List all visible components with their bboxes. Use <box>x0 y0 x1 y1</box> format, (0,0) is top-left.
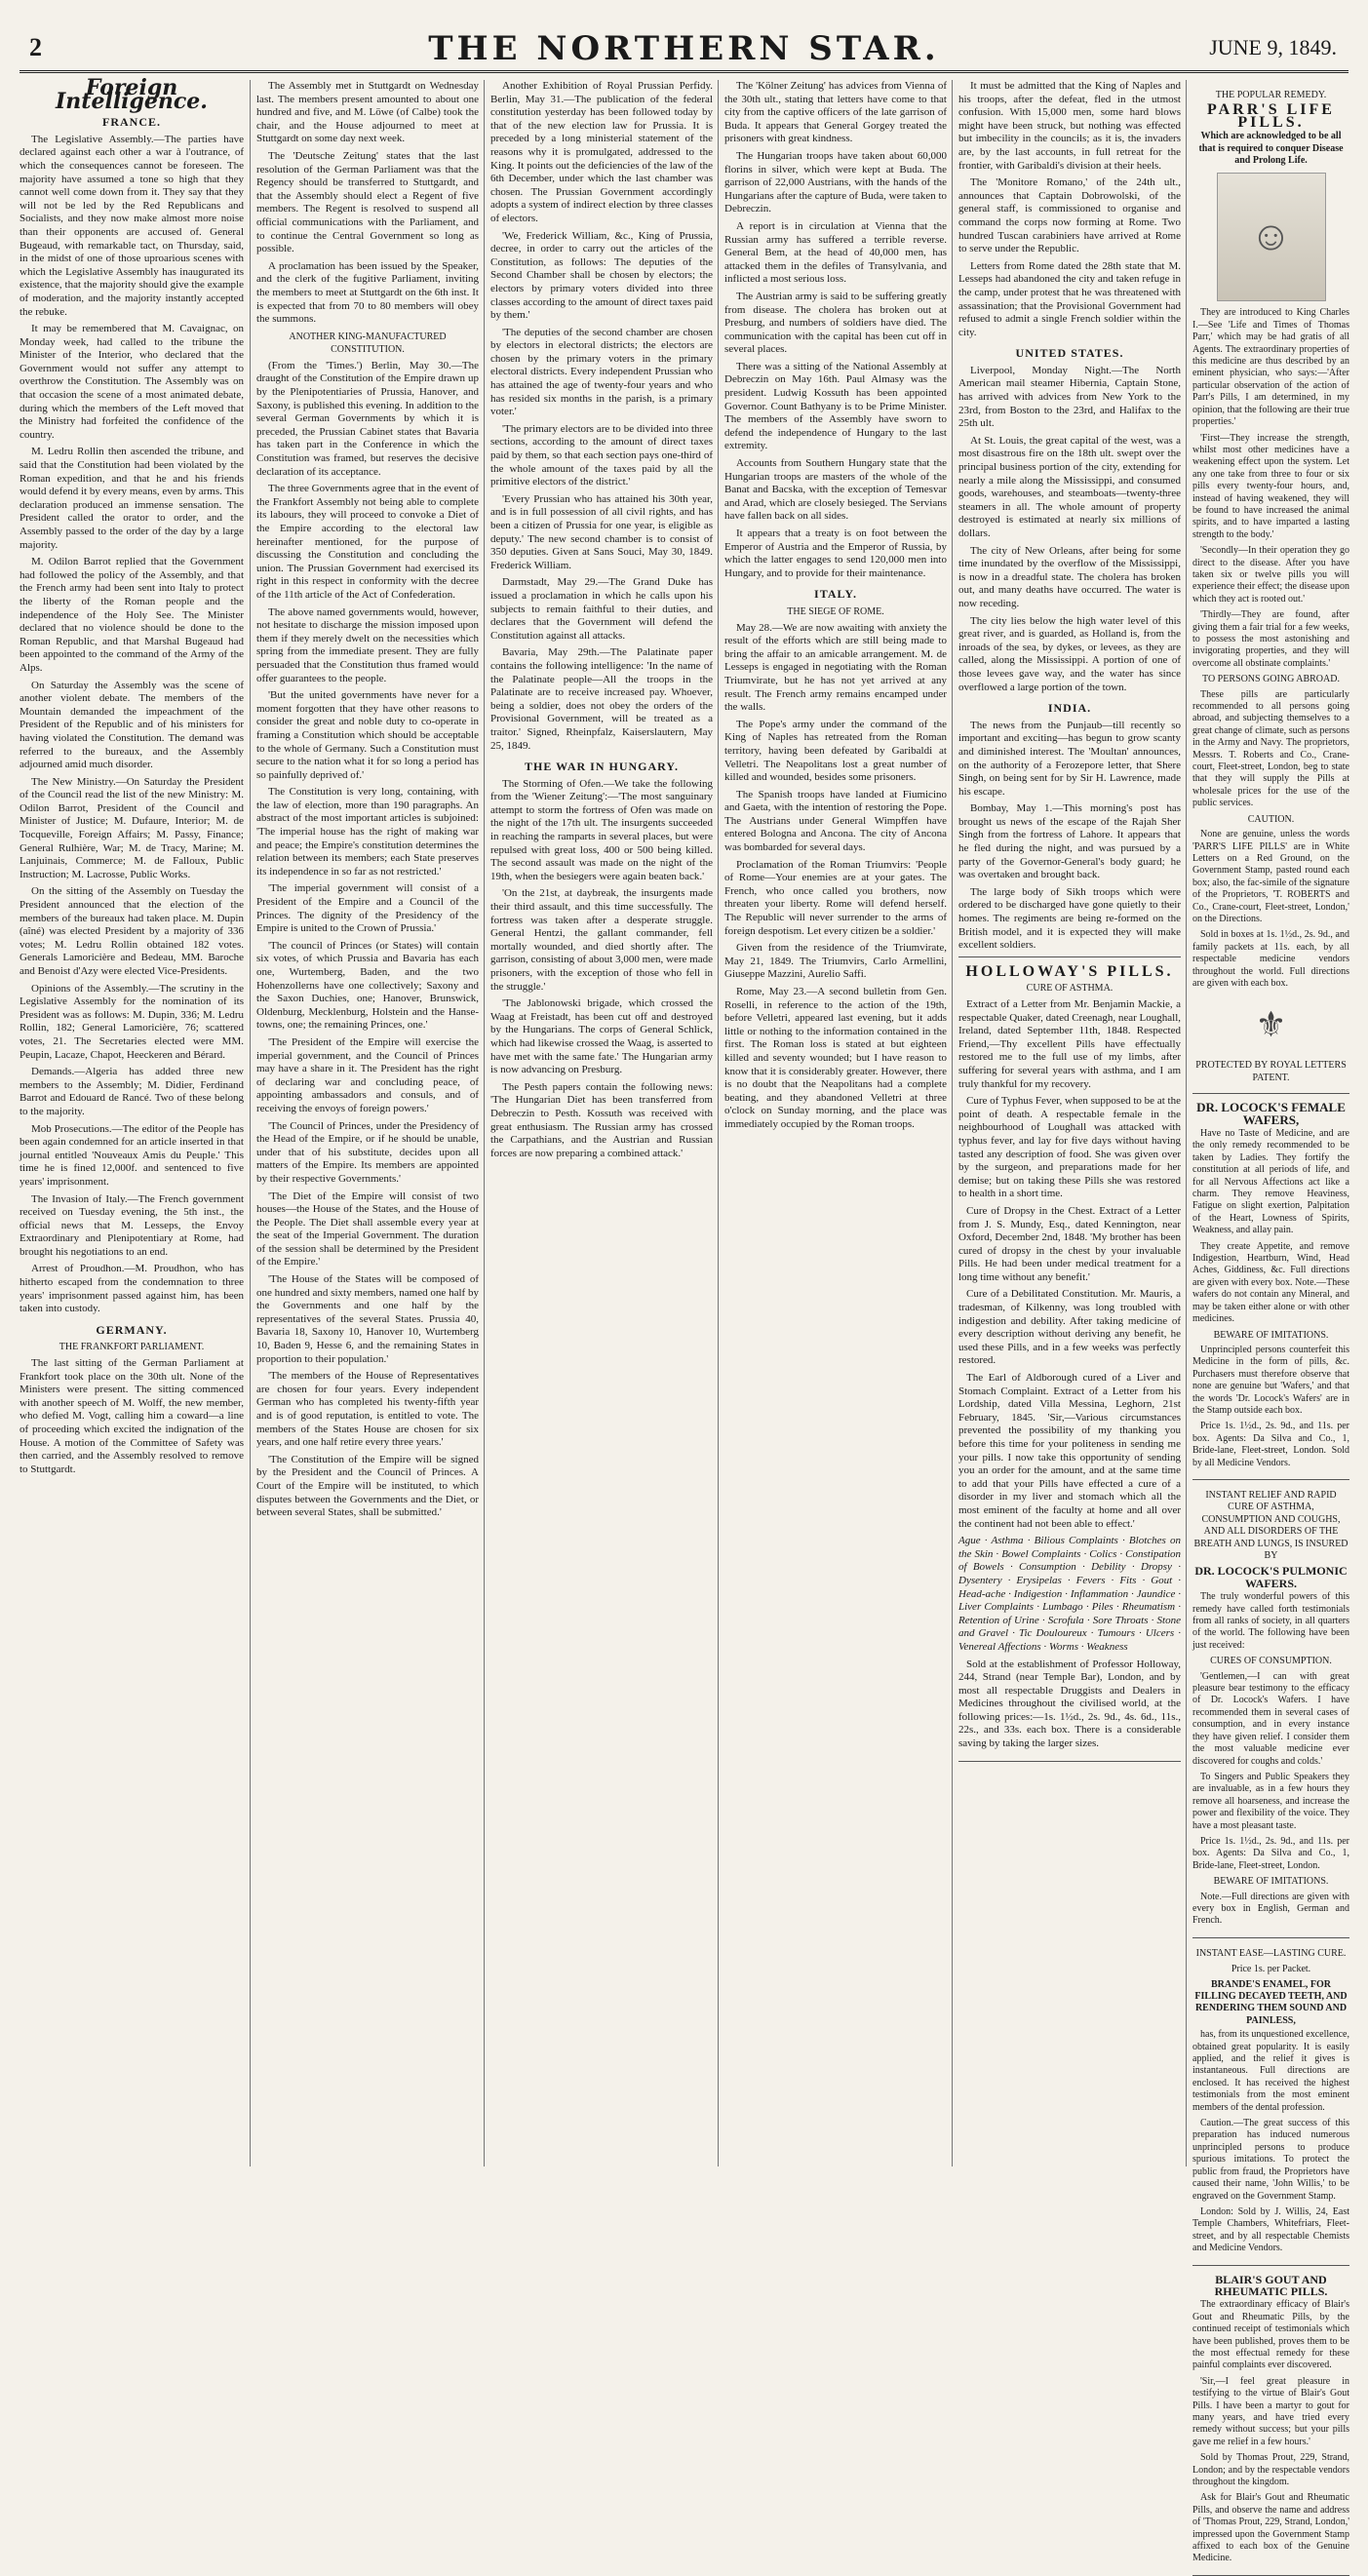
locock-title: DR. LOCOCK'S FEMALE WAFERS, <box>1196 1100 1346 1127</box>
advert-paragraph: Unprincipled persons counterfeit this Medicine in the form of pills, &c. Purchasers must therefore observe that none are genuine but 'Wafers,' and that the words 'Dr. Locock's Wafers' are in the Stamp outside each box. <box>1192 1344 1349 1416</box>
article-paragraph: May 28.—We are now awaiting with anxiety the result of the efforts which are still being made to bring the affair to an amicable arrangement. M. de Lesseps is engaged in negotiating with the Roman Triumvirate, but he has not yet arrived at any result. The French army remains encamped under the walls. <box>724 621 947 714</box>
patent-stamp: PROTECTED BY ROYAL LETTERS PATENT. <box>1195 1060 1347 1083</box>
parr-kicker: THE POPULAR REMEDY. <box>1215 90 1327 100</box>
enamel-kicker: INSTANT EASE—LASTING CURE. <box>1195 1947 1347 1959</box>
article-paragraph: At St. Louis, the great capital of the west, was a most disastrous fire on the 18th ult. swept over the principal business portion of the city, extending for nearly a mile along the Mississippi, and consumed goods, warehouses, and steamboats—twenty-three steamers in all. The whole amount of property destroyed is estimated at nearly six millions of dollars. <box>958 434 1181 539</box>
france-heading: FRANCE. <box>102 115 161 130</box>
section-title: Foreign Intelligence. <box>56 75 208 114</box>
usa-heading: UNITED STATES. <box>1015 346 1124 361</box>
advert-paragraph: Cure of a Debilitated Constitution. Mr. Mauris, a tradesman, of Kilkenny, was long troubled with indigestion and debility. After taking medicine of every description without deriving any benefit, he used these Pills, and in a few weeks was perfectly restored. <box>958 1288 1181 1367</box>
article-paragraph: The Constitution is very long, containing, with the law of election, more than 190 paragraphs. An abstract of the most important articles is subjoined: 'The imperial house has the right of making war and peace; the Empire's constitution determines the relation between its members; each State preserves its independence in so far as not restricted.' <box>256 786 479 878</box>
pulmonic-title: DR. LOCOCK'S PULMONIC WAFERS. <box>1194 1564 1348 1590</box>
advert-paragraph: Sold by Thomas Prout, 229, Strand, London; and by the respectable vendors throughout the kingdom. <box>1192 2452 1349 2488</box>
advert-paragraph: These pills are particularly recommended to all persons going abroad, and subjecting themselves to a great change of climate, such as persons in the Army and Navy. The proprietors, Messrs. T. Roberts and Co., Crane-court, Fleet-street, London, beg to state that they will supply the Pills at wholesale prices for the use of the public services. <box>1192 688 1349 809</box>
article-paragraph: It may be remembered that M. Cavaignac, on Monday week, had called to the tribune the Minister of the Interior, who declared that the Government would not suffer any attempt to overthrow the Constitution. The Assembly was on that occasion the scene of a most animated debate, during which the members of the Left moved that the Ministry had forfeited the confidence of the country. <box>20 323 244 441</box>
advert-paragraph: The truly wonderful powers of this remedy have called forth testimonials from all ranks of society, in all quarters of the world. The following have been just received: <box>1192 1591 1349 1651</box>
advert-paragraph: Extract of a Letter from Mr. Benjamin Mackie, a respectable Quaker, dated Creenagh, near Loughall, Ireland, dated September 11th, 1848. Respected Friend,—Thy excellent Pills have effectually restored me to the full use of my limbs, after suffering for several years with asthma, and I am truly thankful for my recovery. <box>958 998 1182 1090</box>
article-paragraph: Bavaria, May 29th.—The Palatinate paper contains the following intelligence: 'In the name of the Palatinate people—All the troops in the Palatinate are to receive increased pay. Whoever, being a soldier, does not obey the orders of the Provisional Government, will be treated as a traitor.' Signed, Rheinpfalz, Kaiserslautern, May 25, 1849. <box>490 646 713 752</box>
advert-paragraph: They are introduced to King Charles I.—See 'Life and Times of Thomas Parr,' which may be had gratis of all Agents. The extraordinary properties of this medicine are thus described by an eminent physician, who says:—'After particular observation of the action of Parr's Pills, I am determined, in my opinion, that the following are their true properties.' <box>1192 307 1349 428</box>
masthead: THE NORTHERN STAR. <box>428 29 940 68</box>
article-paragraph: On the sitting of the Assembly on Tuesday the President announced that the election of the members of the bureaux had taken place. M. Dupin (aîné) was elected President by a majority of 336 votes; M. Ledru Rollin obtained 182 votes. Generals Lamoricière and Bedeau, MM. Baroche and Benoist d'Azy were elected Vice-Presidents. <box>20 885 244 977</box>
issue-date: JUNE 9, 1849. <box>1209 35 1337 59</box>
advert-paragraph: 'Gentlemen,—I can with great pleasure bear testimony to the efficacy of Dr. Locock's Wafers. I have recommended them in several cases of consumption, and in every instance they have given relief. I consider them the most valuable medicine ever discovered for coughs and colds.' <box>1192 1670 1349 1767</box>
article-paragraph: The Pesth papers contain the following news: 'The Hungarian Diet has been transferred from Debreczin to Pesth. Kossuth was received with great enthusiasm. The Russian army has crossed the Carpathians, and the Austrian and Russian forces are now preparing a combined attack.' <box>490 1080 713 1159</box>
advert-paragraph: The extraordinary efficacy of Blair's Gout and Rheumatic Pills, by the continued receipt of testimonials which have been published, proves them to be the most effectual remedy for these painful complaints ever discovered. <box>1192 2299 1349 2371</box>
advert-paragraph: Caution.—The great success of this preparation has induced numerous unprincipled persons to produce spurious imitations. To protect the public from fraud, the Proprietors have caused their name, 'John Willis,' to be engraved on the Government Stamp. <box>1192 2118 1349 2202</box>
article-paragraph: M. Odilon Barrot replied that the Government had followed the policy of the Assembly, and that the French army had been sent into Italy to protect the liberty of the Roman people and the independence of the Holy See. The Minister declared that no violence should be done to the Roman Republic, and that Marshal Bugeaud had been appointed to the command of the Army of the Alps. <box>20 556 244 674</box>
article-paragraph: 'The House of the States will be composed of one hundred and sixty members, named one half by the Governments and one half by the representatives of the several States. Prussia 40, Bavaria 18, Saxony 10, Hanover 10, Wurtemberg 10, Baden 9, Hesse 6, and the remaining States in proportion to their population.' <box>256 1273 479 1365</box>
article-paragraph: 'But the united governments have never for a moment forgotten that they have other reasons to consider the great and noble duty to co-operate in framing a Constitution which should be acceptable to the whole of Germany. Such a Constitution must secure to the nation what it for so long a period has so painfully deprived of.' <box>256 689 479 781</box>
article-paragraph: The Pope's army under the command of the King of Naples has retreated from the Roman territory, having been defeated by Garibaldi at Velletri. The Neapolitans lost a great number of killed and wounded, besides some prisoners. <box>724 718 947 784</box>
article-paragraph: 'The Council of Princes, under the Presidency of the Head of the Empire, or if he should be unable, under that of his substitute, decides upon all matters of the Empire. Its members are appointed by their respective Governments.' <box>256 1119 479 1185</box>
column-6-adverts <box>1186 80 1349 2564</box>
columns <box>20 75 1349 2564</box>
article-paragraph: There was a sitting of the National Assembly at Debreczin on May 16th. Paul Almasy was the president. Ludwig Kossuth has been appointed Governor. Count Bathyany is to be Prime Minister. The members of the Assembly have sworn to defend the independence of Hungary to the last extremity. <box>724 360 947 452</box>
article-paragraph: 'Every Prussian who has attained his 30th year, and is in full possession of all civil rights, and has been a citizen of Prussia for one year, is eligible as deputy.' The new second chamber is to consist of 350 deputies. Given at Sans Souci, May 30, 1849. Frederick William. <box>490 492 713 571</box>
column-4 <box>718 80 953 2166</box>
column-1 <box>20 75 250 2166</box>
article-paragraph: The 'Kölner Zeitung' has advices from Vienna of the 30th ult., stating that letters have come to that city from the captive officers of the late garrison of Buda. It appears that General Gorgey treated the prisoners with great kindness. <box>724 80 947 145</box>
advert-paragraph: London: Sold by J. Willis, 24, East Temple Chambers, Whitefriars, Fleet-street, and by all respectable Chemists and Medicine Vendors. <box>1192 2205 1349 2254</box>
holloway-title: HOLLOWAY'S PILLS. <box>965 962 1174 980</box>
article-paragraph: The city of New Orleans, after being for some time inundated by the overflow of the Mississippi, is now in a dreadful state. The cholera has broken out, and many deaths have occurred. The water is now receding. <box>958 544 1181 609</box>
article-paragraph: 'The imperial government will consist of a President of the Empire and a Council of the Princes. The dignity of the Presidency of the Empire is united to the Crown of Prussia.' <box>256 882 479 935</box>
holloway-advert <box>958 956 1181 1762</box>
page-number: 2 <box>29 33 42 61</box>
parr-advert <box>1192 80 1349 1094</box>
locock-advert <box>1192 1094 1349 1480</box>
article-paragraph: The 'Monitore Romano,' of the 24th ult., announces that Captain Dobrowolski, of the general staff, is commissioned to organise and command the corps now forming at Rome. Two hundred Tuscan carabiniers have arrived at Rome to serve under the Republic. <box>958 176 1181 255</box>
advert-paragraph: They create Appetite, and remove Indigestion, Heartburn, Wind, Head Aches, Giddiness, &c. Full directions are given with every box. Note.—These wafers do not contain any Mineral, and may be taken either alone or with other medicines. <box>1192 1240 1349 1325</box>
article-paragraph: 'The primary electors are to be divided into three sections, according to the amount of direct taxes paid by them, so that each section pays one-third of the whole amount of the taxes paid by all the primitive electors of the district.' <box>490 422 713 488</box>
parr-travel-heading: TO PERSONS GOING ABROAD. <box>1202 674 1340 685</box>
advert-paragraph: Cure of Dropsy in the Chest. Extract of a Letter from J. S. Mundy, Esq., dated Kennington, near Oxford, December 2nd, 1848. 'My brother has been cured of dropsy in the chest by your invaluable Pills. He had been under medical treatment for a long time without any benefit.' <box>958 1204 1181 1283</box>
hungary-heading: THE WAR IN HUNGARY. <box>525 760 679 774</box>
article-paragraph: Letters from Rome dated the 28th state that M. Lesseps had abandoned the city and taken refuge in the camp, under protest that he was threatened with assassination; that the Provisional Government had refused to admit a single French soldier within the city. <box>958 259 1181 338</box>
article-paragraph: The news from the Punjaub—till recently so important and exciting—has begun to grow scanty and diminished interest. The 'Moultan' announces, on the authority of a Ferozepore letter, that Shere Singh, on being sent for by Sir H. Lawrence, made his escape. <box>958 719 1181 798</box>
article-paragraph: M. Ledru Rollin then ascended the tribune, and said that the Constitution had been violated by the Roman expedition, and that he and his friends would defend it by every means, even by arms. This declaration produced an immense sensation. The President called the orator to order, and the Assembly passed to the order of the day by a large majority. <box>20 446 244 551</box>
advert-paragraph: 'Sir,—I feel great pleasure in testifying to the virtue of Blair's Gout Pills. I have been a martyr to gout for many years, and have tried every remedy without success; but your pills gave me relief in a few hours.' <box>1192 2375 1349 2447</box>
article-paragraph: The city lies below the high water level of this great river, and is guarded, as Holland is, from the inroads of the sea, by dykes, or levees, as they are called, along the Mississippi. A portion of one of those levees gave way, and the water has since overflowed a large portion of the town. <box>958 614 1181 693</box>
ailments-list: Ague · Asthma · Bilious Complaints · Blotches on the Skin · Bowel Complaints · Colics · Constipation of Bowels · Consumption · Debility · Dropsy · Dysentery · Erysipelas · Fevers · Fits · Gout · Head-ache · Indigestion · Inflammation · Jaundice · Liver Complaints · Lumbago · Piles · Rheumatism · Retention of Urine · Scrofula · Sore Throats · Stone and Gravel · Tic Douloureux · Tumours · Ulcers · Venereal Affections · Worms · Weakness <box>958 1535 1181 1653</box>
advert-paragraph: Cure of Typhus Fever, when supposed to be at the point of death. A respectable female in the neighbourhood of Loughall was attacked with typhus fever, and lay for five days without having tasted any description of food. She was given over by the surgeon, and preparations made for her demise; but on taking these Pills she was restored to health in a short time. <box>958 1095 1181 1200</box>
enamel-price: Price 1s. per Packet. <box>1231 1964 1311 1975</box>
enamel-advert <box>1192 1938 1349 2266</box>
article-paragraph: The above named governments would, however, not hesitate to discharge the mission imposed upon them if they merely dwelt on the necessities which spring from the immediate present. They are fully persuaded that the Constitution thus framed would offer guarantees to the people. <box>256 605 479 684</box>
advert-paragraph: Note.—Full directions are given with every box in English, German and French. <box>1192 1891 1349 1927</box>
article-paragraph: The Austrian army is said to be suffering greatly from disease. The cholera has broken out at Presburg, and numbers of soldiers have died. The communication with the capital has been cut off in several places. <box>724 290 947 356</box>
advert-paragraph: Price 1s. 1½d., 2s. 9d., and 11s. per box. Agents: Da Silva and Co., 1, Bride-lane, Fleet-street, London. <box>1192 1835 1349 1871</box>
article-paragraph: The Assembly met in Stuttgardt on Wednesday last. The members present amounted to about one hundred and five, and M. Löwe (of Calbe) took the chair, and the House adjourned to meet at Stuttgardt on some day next week. <box>256 80 479 145</box>
article-paragraph: 'The President of the Empire will exercise the imperial government, and the Council of Princes may have a share in it. The President has the right of declaring war and concluding peace, of appointing ambassadors and consuls, and of receiving the envoys of foreign powers.' <box>256 1035 479 1114</box>
pulmonic-beware-heading: BEWARE OF IMITATIONS. <box>1213 1876 1329 1888</box>
article-paragraph: A report is in circulation at Vienna that the Russian army has suffered a terrible reverse. General Bem, at the head of 40,000 men, has attacked them in the defiles of Transylvania, and inflicted a most serious loss. <box>724 219 947 286</box>
enamel-title: BRANDE'S ENAMEL, FOR FILLING DECAYED TEETH, AND RENDERING THEM SOUND AND PAINLESS, <box>1194 1978 1348 2026</box>
article-paragraph: Given from the residence of the Triumvirate, May 21, 1849. The Triumvirs, Carlo Armellini, Giuseppe Mazzini, Aurelio Saffi. <box>724 942 947 981</box>
pulmonic-cures-heading: CURES OF CONSUMPTION. <box>1210 1656 1332 1667</box>
article-paragraph: The New Ministry.—On Saturday the President of the Council read the list of the new Ministry: M. Odilon Barrot, President of the Council and Minister of Justice; M. Dufaure, Interior; M. de Tocqueville, Foreign Affairs; M. Passy, Finance; General Rulhière, War; M. de Tracy, Marine; M. Lanjuinais, Commerce; M. de Falloux, Public Instruction; M. Lacrosse, Public Works. <box>20 775 244 880</box>
article-paragraph: Rome, May 23.—A second bulletin from Gen. Roselli, in reference to the action of the 19th, before Velletri, appeared last evening, but it adds little or nothing to the information contained in the first. The Roman loss is stated at but eighteen killed and seventy wounded; but I have reason to know that it is considerably greater. However, there is no doubt that the Neapolitans had a complete beating, and they abandoned Velletri at three o'clock on Sunday morning, and the place was immediately occupied by the Roman troops. <box>724 986 947 1130</box>
article-paragraph: Darmstadt, May 29.—The Grand Duke has issued a proclamation in which he calls upon his subjects to remain faithful to their duties, and declares that the Government will defend the Constitution against all attacks. <box>490 576 713 642</box>
article-paragraph: Another Exhibition of Royal Prussian Perfidy. Berlin, May 31.—The publication of the federal constitution yesterday has been followed today by that of the new election law for Prussia. It is preceded by a long ministerial statement of the reasons why it is promulgated, addressed to the King. It points out the deficiencies of the law of the 6th December, under which the last chamber was chosen. The Prussian Government accordingly adopts a system of indirect election by three classes of electors. <box>490 80 713 224</box>
article-paragraph: It appears that a treaty is on foot between the Emperor of Austria and the Emperor of Russia, by which the latter engages to send 120,000 men into Hungary, and to provide for their maintenance. <box>724 527 947 579</box>
italy-heading: ITALY. <box>814 587 857 602</box>
article-paragraph: On Saturday the Assembly was the scene of another violent debate. The members of the Mountain demanded the impeachment of the President of the Republic and of his ministers for having violated the Constitution. The demand was referred to the bureaux, and the Assembly adjourned amid much disorder. <box>20 679 244 771</box>
advert-paragraph: Price 1s. 1½d., 2s. 9d., and 11s. per box. Agents: Da Silva and Co., 1, Bride-lane, Fleet-street, London. Sold by all Medicine Vendors. <box>1192 1421 1349 1468</box>
advert-paragraph: Ask for Blair's Gout and Rheumatic Pills, and observe the name and address of 'Thomas Prout, 229, Strand, London,' impressed upon the Government Stamp affixed to each box of the Genuine Medicine. <box>1192 2492 1349 2564</box>
blair-advert <box>1192 2266 1349 2576</box>
parr-subtitle: Which are acknowledged to be all that is required to conquer Disease and Prolong Life. <box>1198 131 1344 167</box>
article-paragraph: The Spanish troops have landed at Fiumicino and Gaeta, with the intention of restoring the Pope. The Austrians under General Wimpffen have entered Bologna and Ancona. The city of Ancona was bombarded for several days. <box>724 788 947 854</box>
column-3 <box>484 80 719 2166</box>
article-paragraph: A proclamation has been issued by the Speaker, and the clerk of the fugitive Parliament, inviting the members to meet at Stuttgardt on the 6th inst. It is expected that from 70 to 80 members will obey the summons. <box>256 259 479 326</box>
article-paragraph: 'The council of Princes (or States) will contain six votes, of which Prussia and Bavaria has each one, Wurtemberg, Baden, and the two Hohenzollerns have one collectively; Saxony and the Saxon Duchies, one; Hanover, Brunswick, Oldenburg, Mecklenburg, Holstein and the Hanse-towns, one; the remaining Princes, one.' <box>256 939 479 1032</box>
article-paragraph: 'The members of the House of Representatives are chosen for four years. Every independent German who has completed his twenty-fifth year and is of good reputation, is entitled to vote. The members of the States House are chosen for six years, and one half retire every three years.' <box>256 1370 479 1449</box>
pulmonic-heading: INSTANT RELIEF AND RAPID CURE OF ASTHMA, CONSUMPTION AND COUGHS, AND ALL DISORDERS OF THE BREATH AND LUNGS, IS INSURED BY <box>1193 1489 1348 1561</box>
article-paragraph: The Hungarian troops have taken about 60,000 florins in silver, which were kept at Buda. The garrison of 22,000 Austrians, with the hands of the Hungarians after the capture of Buda, were taken to Debreczin. <box>724 149 947 215</box>
article-paragraph: 'The Diet of the Empire will consist of two houses—the House of the States, and the House of the People. The Diet shall assemble every year at the seat of the Imperial Government. The duration of the session shall be determined by the President of the Empire.' <box>256 1190 479 1268</box>
article-paragraph: Demands.—Algeria has added three new members to the Assembly; M. Didier, Ferdinand Barrot and Edouard de Rancé. Two of these belong to the majority. <box>20 1066 244 1117</box>
parr-title: PARR'S LIFE PILLS. <box>1207 101 1335 131</box>
page-header <box>20 27 1348 73</box>
article-paragraph: Accounts from Southern Hungary state that the Hungarian troops are masters of the whole of the Banat and Bacska, with the exception of Temesvar and Arad, which are closely besieged. The Servians have fallen back on all sides. <box>724 457 947 523</box>
advert-paragraph: 'Thirdly—They are found, after giving them a fair trial for a few weeks, to possess the most astonishing and invigorating properties, and they will overcome all obstinate complaints.' <box>1192 609 1349 669</box>
article-paragraph: (From the 'Times.') Berlin, May 30.—The draught of the Constitution of the Empire drawn up by the Plenipotentiaries of Prussia, Hanover, and Saxony, is published this evening. In addition to the several German Governments by which it is preceded, the Prussian Cabinet states that Bavaria has taken part in the Conference in which the Constitution was framed, but reserves the decisive declaration of its acceptance. <box>256 359 479 478</box>
article-paragraph: Proclamation of the Roman Triumvirs: 'People of Rome—Your enemies are at your gates. The French, who once called you brothers, now threaten your liberty. Rome will defend herself. The Republic will never surrender to the arms of foreign despotism. Let every citizen be a soldier.' <box>724 858 947 937</box>
italy-subheading: THE SIEGE OF ROME. <box>787 605 884 617</box>
advert-paragraph: Sold in boxes at 1s. 1½d., 2s. 9d., and family packets at 11s. each, by all respectable medicine vendors throughout the world. Full directions are given with each box. <box>1192 929 1349 989</box>
article-paragraph: 'We, Frederick William, &c., King of Prussia, decree, in order to carry out the articles of the Constitution, as follows: The deputies of the Second Chamber shall be chosen by electors; the electors by primary voters divided into three classes according to the amount of direct taxes paid by them.' <box>490 229 713 322</box>
article-paragraph: Mob Prosecutions.—The editor of the People has been again condemned for an article inserted in that journal entitled 'Nouveaux Amis du Peuple.' This time he is fined 12,000f. and sentenced to five years' imprisonment. <box>20 1122 244 1188</box>
advert-paragraph: 'Secondly—In their operation they go direct to the disease. After you have taken six or twelve pills you will experience their effect; the disease upon which they act is rooted out.' <box>1192 545 1349 605</box>
advert-paragraph: has, from its unquestioned excellence, obtained great popularity. It is easily applied, and the relief it gives is instantaneous. Full directions are enclosed. It has received the highest testimonials from the most eminent members of the dental profession. <box>1192 2029 1349 2113</box>
advert-paragraph: The Earl of Aldborough cured of a Liver and Stomach Complaint. Extract of a Letter from his Lordship, dated Villa Messina, Leghorn, 21st February, 1845. 'Sir,—Various circumstances prevented the possibility of my thanking you before this time for your politeness in sending me your pills. I now take this opportunity of sending you an order for the amount, and at the same time to add that your Pills have effected a cure of a disorder in my liver and stomach which all the most eminent of the faculty at home and all over the continent had not been able to effect.' <box>958 1372 1181 1530</box>
advert-paragraph: 'First—They increase the strength, whilst most other medicines have a weakening effect upon the system. Let any one take from three to four or six pills every twenty-four hours, and, instead of having weakened, they will be found to have increased the animal spirits, and to have imparted a lasting strength to the body.' <box>1192 432 1349 540</box>
pulmonic-advert <box>1192 1480 1349 1938</box>
article-paragraph: It must be admitted that the King of Naples and his troops, after the defeat, fled in the utmost confusion. With 15,000 men, some hard blows might have been struck, but nothing was effected but imbecility in the councils; as it is, the invaders are, by the last accounts, in full retreat for the frontier, with Garibaldi's division at their heels. <box>958 80 1181 172</box>
parr-caution-heading: CAUTION. <box>1247 813 1295 825</box>
india-heading: INDIA. <box>1047 701 1092 716</box>
article-paragraph: Bombay, May 1.—This morning's post has brought us news of the escape of the Rajah Sher Singh from the fortress of Lahore. It appears that he fled during the night, and was pursued by a party of the Governor-General's body guard; he was overtaken and brought back. <box>958 802 1181 881</box>
germany-heading: GERMANY. <box>96 1322 168 1337</box>
germany-subheading: THE FRANKFORT PARLIAMENT. <box>59 1342 205 1353</box>
column-5 <box>952 80 1187 2166</box>
article-paragraph: The large body of Sikh troops which were ordered to be discharged have gone quietly to their homes. The regiments are being re-formed on the British model, and it is expected they will make excellent soldiers. <box>958 885 1181 952</box>
article-paragraph: 'The Jablonowski brigade, which crossed the Waag at Freistadt, has been cut off and destroyed by the Hungarians. The corps of General Schlick, which had likewise crossed the Waag, is asserted to have met with the same fate.' The Hungarian army is now advancing on Presburg. <box>490 997 713 1076</box>
portrait-engraving-icon: ☺ <box>1217 173 1326 301</box>
article-paragraph: The Invasion of Italy.—The French government received on Tuesday evening, the 5th inst., the official news that M. Lesseps, the Envoy Extraordinary and Plenipotentiary at Rome, had brought his negotiations to an end. <box>20 1192 244 1258</box>
article-paragraph: The Legislative Assembly.—The parties have declared against each other a war à l'outrance, of which the consequences cannot be foreseen. The majority have assumed a tone so high that they cannot well come down from it. They say that they will not be led by the Red Republicans and Socialists, and they now make almost more noise than their opponents are accused of. General Bugeaud, with remarkable tact, on Thursday, said, in the midst of one of those uproarious scenes with which the Legislative Assembly has inaugurated its existence, that the majority should give the example of moderation, and the majority instantly accepted the rebuke. <box>20 133 244 318</box>
holloway-subtitle: CURE OF ASTHMA. <box>1026 983 1114 995</box>
article-paragraph: 'The Constitution of the Empire will be signed by the President and the Council of Princes. A Court of the Empire will be instituted, to which disputes between the Governments and the Diet, or between several States, shall be submitted.' <box>256 1453 479 1519</box>
article-paragraph: Arrest of Proudhon.—M. Proudhon, who has hitherto escaped from the condemnation to three years' imprisonment passed against him, has been taken into custody. <box>20 1263 244 1315</box>
article-paragraph: Liverpool, Monday Night.—The North American mail steamer Hibernia, Captain Stone, has arrived with advices from New York to the 23rd, from Boston to the 23rd, and Halifax to the 25th ult. <box>958 364 1181 430</box>
royal-arms-icon: ⚜ <box>1255 1005 1287 1045</box>
locock-imitation-heading: BEWARE OF IMITATIONS. <box>1213 1329 1329 1341</box>
article-paragraph: 'On the 21st, at daybreak, the insurgents made their third assault, and this time successfully. The fortress was taken after a desperate struggle. General Hentzi, the gallant commander, fell mortally wounded, and died shortly after. The garrison, consisting of about 3,000 men, were made prisoners, with the exception of those who fell in the struggle.' <box>490 887 713 993</box>
advert-paragraph: None are genuine, unless the words 'PARR'S LIFE PILLS' are in White Letters on a Red Ground, on the Government Stamp, pasted round each box; also, the fac-simile of the signature of the Proprietors, 'T. ROBERTS and Co., Crane-court, Fleet-street, London,' on the Directions. <box>1192 829 1349 924</box>
article-paragraph: 'The deputies of the second chamber are chosen by electors in electoral districts; the electors are chosen by the primary voters in the primary electoral districts. Every independent Prussian who has attained the age of twenty-four years and who has resided six months in the parish, is a primary voter.' <box>490 326 713 418</box>
advert-paragraph: To Singers and Public Speakers they are invaluable, as in a few hours they remove all hoarseness, and increase the power and flexibility of the voice. They have a most pleasant taste. <box>1192 1771 1349 1831</box>
article-paragraph: The Storming of Ofen.—We take the following from the 'Wiener Zeitung':—'The most sanguinary attempt to storm the fortress of Ofen was made on the night of the 17th ult. The insurgents succeeded in reaching the ramparts in several places, but were repulsed with great loss, 400 or 500 being killed. The second assault was made on the night of the 19th, when the besiegers were again beaten back.' <box>490 777 713 882</box>
article-paragraph: The 'Deutsche Zeitung' states that the last resolution of the German Parliament was that the Regency should be transferred to Stuttgardt, and that the Assembly should elect a Regent of five members. The Regent is resolved to suspend all official communications with the Parliament, and to continue the Central Government so long as possible. <box>256 149 479 255</box>
advert-paragraph: Have no Taste of Medicine, and are the only remedy recommended to be taken by Ladies. They fortify the constitution at all periods of life, and for all Nervous Affections act like a charm. They remove Heaviness, Fatigue on slight exertion, Palpitation of the Heart, Lowness of Spirits, Weakness, and allay pain. <box>1192 1128 1349 1236</box>
blair-title: BLAIR'S GOUT AND RHEUMATIC PILLS. <box>1214 2272 1328 2298</box>
advert-paragraph: Sold at the establishment of Professor Holloway, 244, Strand (near Temple Bar), London, and by most all respectable Druggists and Dealers in Medicines throughout the civilised world, at the following prices:—1s. 1½d., 2s. 9d., 4s. 6d., 11s., 22s., and 33s. each box. There is a considerable saving by taking the larger sizes. <box>958 1658 1181 1750</box>
column-2 <box>250 80 485 2166</box>
article-paragraph: The last sitting of the German Parliament at Frankfort took place on the 30th ult. None of the Ministers were present. The sitting commenced with another speech of M. Wolff, the new member, who defied M. Vogt, calling him a coward—a line of proceeding which excited the indignation of the House. A motion of the Committee of Safety was then carried, and the Assembly resolved to remove to Stuttgardt. <box>20 1357 244 1475</box>
prussia-heading: ANOTHER KING-MANUFACTURED CONSTITUTION. <box>289 331 447 356</box>
article-paragraph: The three Governments agree that in the event of the Frankfort Assembly not being able to complete its labours, they will proceed to convoke a Diet of the Empire according to the electoral law hereinafter mentioned, for the purpose of discussing the Constitution and concluding the union. The Prussian Government had exercised its right in this respect in conformity with the decree of the 11th article of the Act of Confederation. <box>256 483 479 601</box>
article-paragraph: Opinions of the Assembly.—The scrutiny in the Legislative Assembly for the nomination of its President was as follows: M. Dupin, 336; M. Ledru Rollin, 182; General Lamoricière, 76; scattered votes, 21. The Secretaries elected were MM. Peupin, Lacaze, Chapot, Heeckeren and Bérard. <box>20 982 244 1061</box>
